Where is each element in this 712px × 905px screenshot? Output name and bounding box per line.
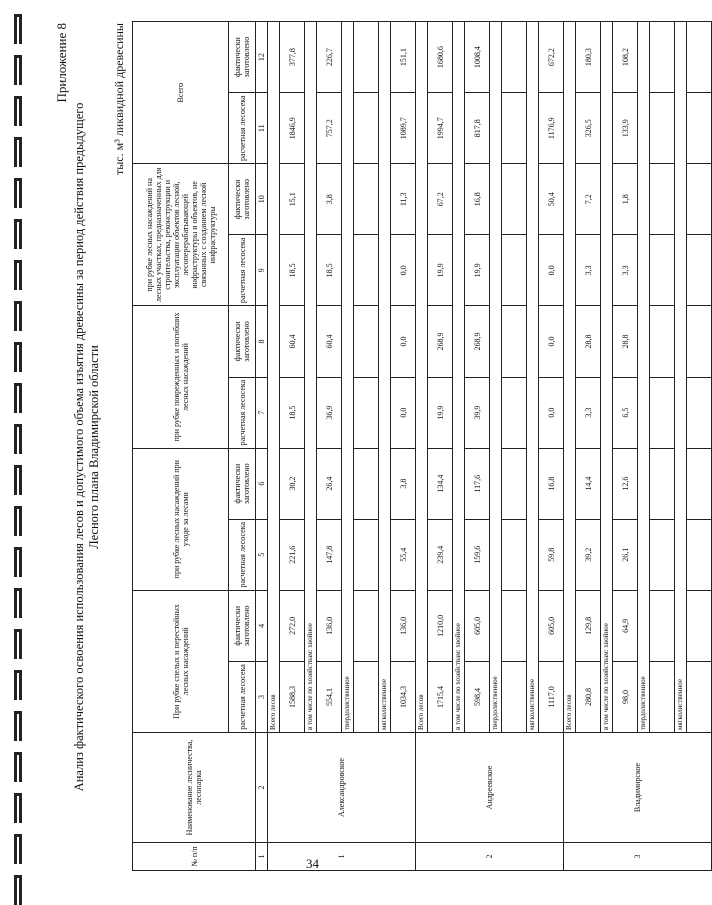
data-cell xyxy=(502,164,527,235)
data-cell: 0,0 xyxy=(391,377,416,448)
data-cell: 12,6 xyxy=(613,448,638,519)
column-number: 5 xyxy=(256,519,268,590)
data-cell: 0,0 xyxy=(539,235,564,306)
data-cell xyxy=(650,377,675,448)
data-cell xyxy=(687,93,712,164)
forestry-name: Александровское xyxy=(268,733,416,843)
category-label: Всего лесов xyxy=(268,22,280,733)
data-cell: 0,0 xyxy=(539,377,564,448)
data-cell xyxy=(502,22,527,93)
binder-mark xyxy=(14,14,22,44)
data-cell xyxy=(502,235,527,306)
data-cell xyxy=(687,22,712,93)
data-cell xyxy=(502,661,527,732)
data-cell xyxy=(354,377,379,448)
data-cell: 272,0 xyxy=(280,590,305,661)
data-cell: 3,3 xyxy=(576,235,601,306)
data-cell: 7,2 xyxy=(576,164,601,235)
data-cell: 268,9 xyxy=(428,306,453,377)
data-cell xyxy=(502,519,527,590)
header-calc: расчетная лесосека xyxy=(229,93,256,164)
data-cell xyxy=(502,590,527,661)
header-calc: расчетная лесосека xyxy=(229,235,256,306)
data-cell xyxy=(354,306,379,377)
data-cell xyxy=(650,448,675,519)
column-number: 8 xyxy=(256,306,268,377)
column-number: 7 xyxy=(256,377,268,448)
binder-mark xyxy=(14,219,22,249)
data-cell xyxy=(354,519,379,590)
forestry-name: Андреевское xyxy=(416,733,564,843)
data-cell: 129,8 xyxy=(576,590,601,661)
data-cell: 15,1 xyxy=(280,164,305,235)
data-cell: 3,3 xyxy=(613,235,638,306)
document-sheet xyxy=(50,17,684,877)
data-cell: 3,3 xyxy=(576,377,601,448)
forestry-name: Владимирское xyxy=(564,733,712,843)
data-cell: 60,4 xyxy=(280,306,305,377)
data-cell xyxy=(687,448,712,519)
data-cell: 136,0 xyxy=(391,590,416,661)
binder-mark xyxy=(14,547,22,577)
data-cell: 18,5 xyxy=(280,377,305,448)
header-fact: фактически заготовлено xyxy=(229,164,256,235)
data-cell xyxy=(687,164,712,235)
data-cell: 1846,9 xyxy=(280,93,305,164)
category-label: в том числе по хозяйствам: хвойное xyxy=(601,22,613,733)
column-number: 2 xyxy=(256,733,268,843)
data-cell: 18,5 xyxy=(317,235,342,306)
data-cell: 3,8 xyxy=(391,448,416,519)
binder-mark xyxy=(14,55,22,85)
binder-mark xyxy=(14,588,22,618)
data-cell xyxy=(687,306,712,377)
data-cell: 377,8 xyxy=(280,22,305,93)
binder-mark xyxy=(14,178,22,208)
category-label: Всего лесов xyxy=(564,22,576,733)
header-fact: фактически заготовлено xyxy=(229,22,256,93)
header-fact: фактически заготовлено xyxy=(229,448,256,519)
data-cell: 147,8 xyxy=(317,519,342,590)
binder-mark xyxy=(14,793,22,823)
column-number: 1 xyxy=(256,843,268,871)
data-cell: 226,7 xyxy=(317,22,342,93)
binder-mark xyxy=(14,629,22,659)
data-cell: 64,9 xyxy=(613,590,638,661)
category-label: твердолиственное xyxy=(342,22,354,733)
title-line-1: Анализ фактического освоения использования лесов и допустимого объема изъятия древесины за период действия предыдущего xyxy=(72,102,86,792)
data-cell xyxy=(354,22,379,93)
data-cell: 672,2 xyxy=(539,22,564,93)
header-group-infrastructure: при рубке лесных насаждений на лесных участках, предназначенных для строительства, реконструкции и эксплуатации объектов лесной, лесоперерабатывающей инфраструктуры и объектов, не связанных с созданием лесной инфраструктуры xyxy=(133,164,229,306)
column-number: 10 xyxy=(256,164,268,235)
data-cell: 605,0 xyxy=(539,590,564,661)
data-cell: 1089,7 xyxy=(391,93,416,164)
appendix-label: Приложение 8 xyxy=(54,23,69,103)
column-number: 3 xyxy=(256,661,268,732)
data-cell: 180,3 xyxy=(576,22,601,93)
data-cell xyxy=(650,93,675,164)
data-cell xyxy=(354,448,379,519)
data-cell: 59,8 xyxy=(539,519,564,590)
data-cell: 0,0 xyxy=(539,306,564,377)
data-cell: 1588,3 xyxy=(280,661,305,732)
data-cell xyxy=(650,306,675,377)
binder-mark xyxy=(14,752,22,782)
data-cell: 159,6 xyxy=(465,519,490,590)
data-cell: 108,2 xyxy=(613,22,638,93)
data-cell: 1,8 xyxy=(613,164,638,235)
data-cell: 280,8 xyxy=(576,661,601,732)
category-label: твердолиственное xyxy=(638,22,650,733)
header-calc: расчетная лесосека xyxy=(229,519,256,590)
header-calc: расчетная лесосека xyxy=(229,377,256,448)
data-cell: 1715,4 xyxy=(428,661,453,732)
data-cell xyxy=(650,590,675,661)
data-cell: 133,9 xyxy=(613,93,638,164)
data-cell: 605,0 xyxy=(465,590,490,661)
data-cell: 134,4 xyxy=(428,448,453,519)
data-cell: 18,5 xyxy=(280,235,305,306)
data-cell: 117,6 xyxy=(465,448,490,519)
binder-mark xyxy=(14,383,22,413)
data-cell: 268,9 xyxy=(465,306,490,377)
data-cell: 1034,3 xyxy=(391,661,416,732)
data-cell: 26,4 xyxy=(317,448,342,519)
data-cell xyxy=(650,519,675,590)
data-cell: 598,4 xyxy=(465,661,490,732)
data-cell: 11,3 xyxy=(391,164,416,235)
data-cell: 98,0 xyxy=(613,661,638,732)
category-label: Всего лесов xyxy=(416,22,428,733)
row-number: 2 xyxy=(416,843,564,871)
data-cell: 3,8 xyxy=(317,164,342,235)
header-group-care: при рубке лесных насаждений при уходе за лесами xyxy=(133,448,229,590)
data-cell: 50,4 xyxy=(539,164,564,235)
category-label: мягколиственное xyxy=(379,22,391,733)
data-cell xyxy=(687,590,712,661)
data-cell xyxy=(650,661,675,732)
row-number: 3 xyxy=(564,843,712,871)
binder-mark xyxy=(14,137,22,167)
data-cell: 6,5 xyxy=(613,377,638,448)
data-cell xyxy=(687,661,712,732)
data-cell xyxy=(502,306,527,377)
binder-mark xyxy=(14,260,22,290)
title-line-2: Лесного плана Владимирской области xyxy=(87,345,101,549)
data-cell: 239,4 xyxy=(428,519,453,590)
data-cell: 1680,6 xyxy=(428,22,453,93)
category-label: мягколиственное xyxy=(675,22,687,733)
header-group-mature: При рубке спелых и перестойных лесных насаждений xyxy=(133,590,229,732)
category-label: твердолиственное xyxy=(490,22,502,733)
data-cell: 1117,0 xyxy=(539,661,564,732)
data-cell: 1210,0 xyxy=(428,590,453,661)
binder-mark xyxy=(14,834,22,864)
binder-holes xyxy=(14,0,30,905)
data-cell: 30,2 xyxy=(280,448,305,519)
data-cell: 817,8 xyxy=(465,93,490,164)
data-cell: 0,0 xyxy=(391,235,416,306)
data-cell: 55,4 xyxy=(391,519,416,590)
data-cell xyxy=(687,235,712,306)
data-cell: 16,8 xyxy=(539,448,564,519)
binder-mark xyxy=(14,424,22,454)
data-cell xyxy=(354,93,379,164)
data-cell: 14,4 xyxy=(576,448,601,519)
data-cell: 39,9 xyxy=(465,377,490,448)
column-number: 6 xyxy=(256,448,268,519)
data-cell xyxy=(354,235,379,306)
data-cell: 19,9 xyxy=(465,235,490,306)
binder-mark xyxy=(14,301,22,331)
data-cell: 757,2 xyxy=(317,93,342,164)
data-cell xyxy=(687,519,712,590)
data-cell: 1994,7 xyxy=(428,93,453,164)
data-cell xyxy=(650,22,675,93)
data-cell: 60,4 xyxy=(317,306,342,377)
data-cell: 36,9 xyxy=(317,377,342,448)
data-cell: 151,1 xyxy=(391,22,416,93)
binder-mark xyxy=(14,670,22,700)
data-cell: 39,2 xyxy=(576,519,601,590)
data-cell xyxy=(650,164,675,235)
data-cell xyxy=(354,661,379,732)
category-label: в том числе по хозяйствам: хвойное xyxy=(305,22,317,733)
header-group-damaged: при рубке поврежденных и погибших лесных насаждений xyxy=(133,306,229,448)
binder-mark xyxy=(14,465,22,495)
data-cell: 136,0 xyxy=(317,590,342,661)
data-cell: 326,5 xyxy=(576,93,601,164)
binder-mark xyxy=(14,342,22,372)
data-cell: 554,1 xyxy=(317,661,342,732)
binder-mark xyxy=(14,506,22,536)
data-cell: 28,8 xyxy=(576,306,601,377)
header-group-total: Всего xyxy=(133,22,229,164)
data-cell: 1008,4 xyxy=(465,22,490,93)
column-number: 4 xyxy=(256,590,268,661)
header-calc: расчетная лесосека xyxy=(229,661,256,732)
header-fact: фактически заготовлено xyxy=(229,306,256,377)
column-number: 12 xyxy=(256,22,268,93)
header-fact: фактически заготовлено xyxy=(229,590,256,661)
binder-mark xyxy=(14,711,22,741)
units-label: тыс. м³ ликвидной древесины xyxy=(112,23,126,175)
header-num: № п/п xyxy=(133,843,256,871)
data-cell xyxy=(502,448,527,519)
data-cell: 28,8 xyxy=(613,306,638,377)
data-cell: 19,9 xyxy=(428,235,453,306)
data-cell xyxy=(650,235,675,306)
page-number: 34 xyxy=(306,856,319,871)
data-cell: 1176,9 xyxy=(539,93,564,164)
column-number: 11 xyxy=(256,93,268,164)
data-cell: 19,9 xyxy=(428,377,453,448)
data-cell xyxy=(687,377,712,448)
binder-mark xyxy=(14,875,22,905)
data-cell: 16,8 xyxy=(465,164,490,235)
harvest-table xyxy=(132,21,712,871)
header-name: Наименование лесничества, лесопарка xyxy=(133,733,256,843)
data-cell xyxy=(354,590,379,661)
document-title xyxy=(72,17,102,877)
data-cell xyxy=(354,164,379,235)
data-cell: 67,2 xyxy=(428,164,453,235)
data-cell: 0,0 xyxy=(391,306,416,377)
column-number: 9 xyxy=(256,235,268,306)
data-cell xyxy=(502,377,527,448)
category-label: в том числе по хозяйствам: хвойное xyxy=(453,22,465,733)
data-cell xyxy=(502,93,527,164)
row-number: 1 xyxy=(268,843,416,871)
binder-mark xyxy=(14,96,22,126)
data-cell: 221,6 xyxy=(280,519,305,590)
data-cell: 26,1 xyxy=(613,519,638,590)
category-label: мягколиственное xyxy=(527,22,539,733)
